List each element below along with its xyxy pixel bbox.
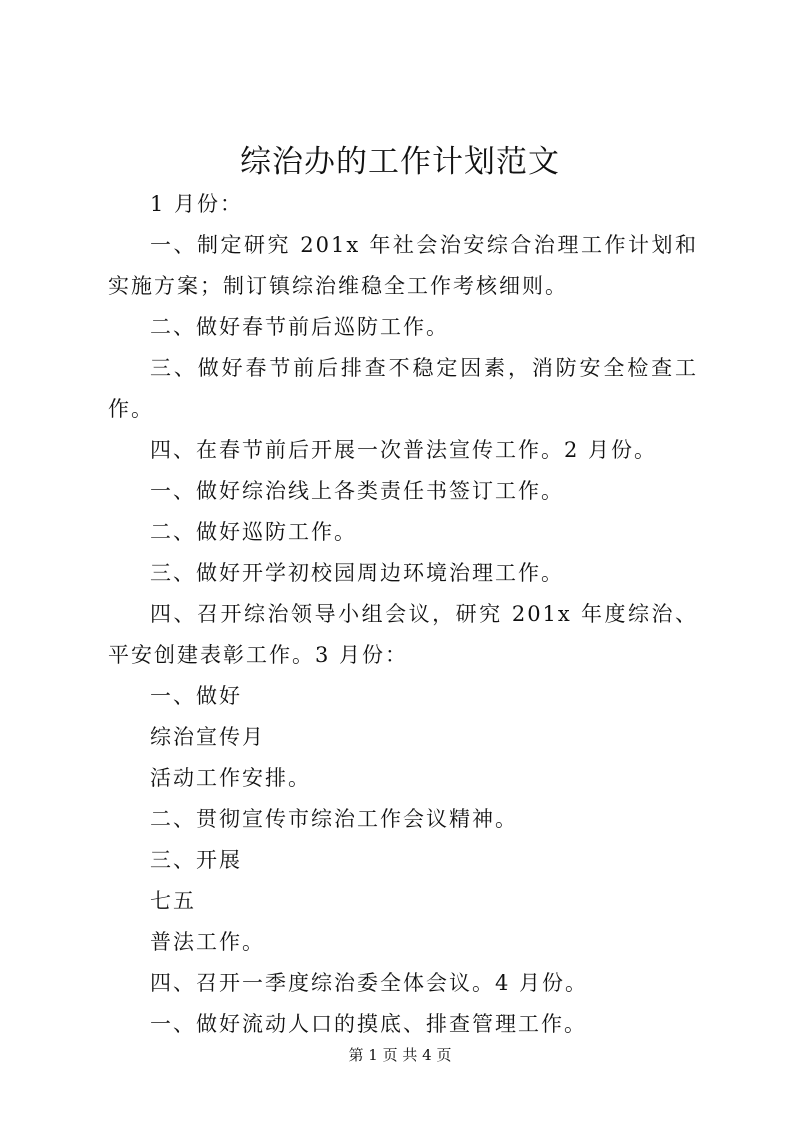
paragraph: 普法工作。 [150, 930, 265, 954]
paragraph: 活动工作安排。 [150, 766, 311, 790]
document-title: 综治办的工作计划范文 [240, 144, 560, 180]
paragraph: 三、做好开学初校园周边环境治理工作。 [150, 561, 564, 585]
paragraph: 二、做好巡防工作。 [150, 520, 357, 544]
paragraph: 二、做好春节前后巡防工作。 [150, 315, 449, 339]
paragraph: 三、开展 [150, 848, 242, 872]
paragraph: 综治宣传月 [150, 725, 265, 749]
paragraph: 四、召开综治领导小组会议，研究 201x 年度综治、平安创建表彰工作。3 月份： [108, 602, 698, 667]
paragraph: 一、制定研究 201x 年社会治安综合治理工作计划和实施方案；制订镇综治维稳全工作考核细则。 [108, 233, 698, 298]
paragraph: 1 月份： [150, 192, 244, 216]
paragraph: 七五 [150, 889, 196, 913]
paragraph: 一、做好流动人口的摸底、排查管理工作。 [150, 1012, 587, 1036]
paragraph: 四、在春节前后开展一次普法宣传工作。2 月份。 [150, 438, 658, 462]
paragraph: 四、召开一季度综治委全体会议。4 月份。 [150, 971, 589, 995]
paragraph: 三、做好春节前后排查不稳定因素，消防安全检查工作。 [108, 356, 698, 421]
paragraph: 二、贯彻宣传市综治工作会议精神。 [150, 807, 518, 831]
page-footer: 第 1 页 共 4 页 [348, 1046, 452, 1064]
paragraph: 一、做好综治线上各类责任书签订工作。 [150, 479, 564, 503]
document-body [108, 184, 698, 1045]
paragraph: 一、做好 [150, 684, 242, 708]
